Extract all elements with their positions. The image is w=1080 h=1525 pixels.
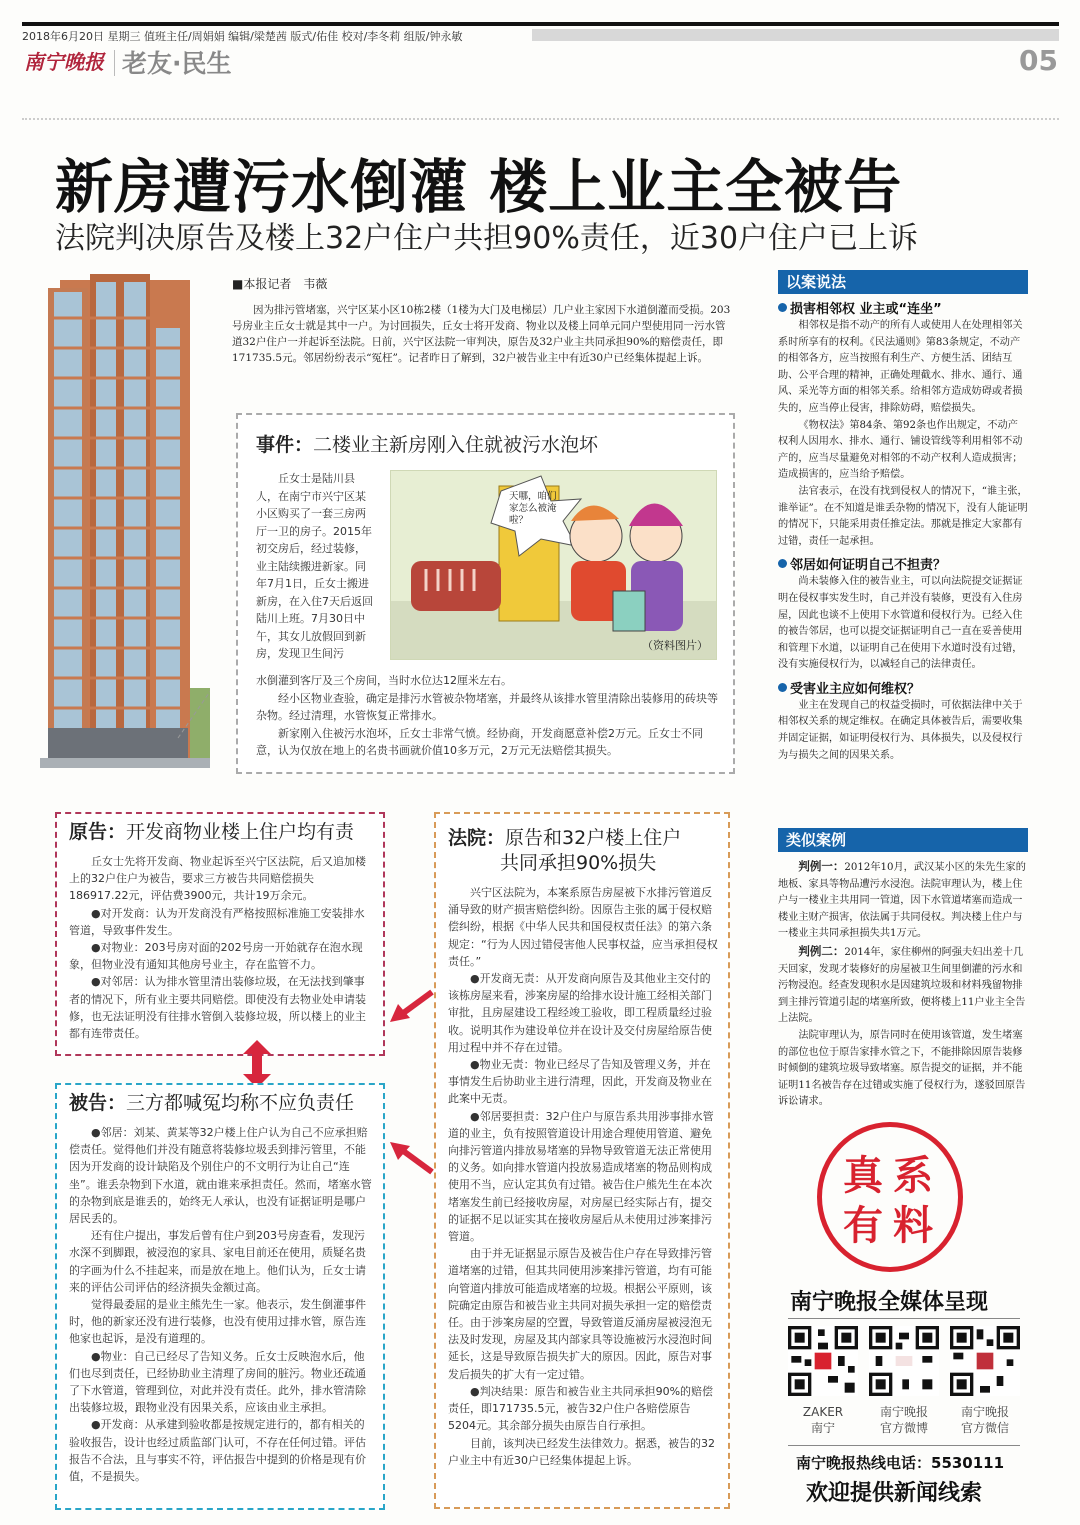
court-title-label: 法院： [448,827,506,849]
issue-meta-line: 2018年6月20日 星期三 值班主任/周娟娟 编辑/梁楚茜 版式/佑佳 校对/李冬莉 组版/钟永敏 [22,30,463,43]
law-paragraph: 尚未装修入住的被告业主，可以向法院提交证据证明在侵权事实发生时，自己并没有装修，更没有入住房屋，因此也谈不上使用下水管道和侵权行为。已经入住的被告邻居，也可以提交证据证明自己一直在妥善使用和管理下水道，以证明自己在使用下水道时没有过错，没有实施侵权行为，以减轻自己的法律责任。 [778,576,1023,671]
photo-caption: （资料图片） [642,639,708,652]
court-title-line2: 共同承担90%损失 [500,852,657,874]
plaintiff-title-label: 原告： [69,821,127,843]
plaintiff-paragraph: ●对邻居：认为排水管里清出装修垃圾，在无法找到肇事者的情况下，所有业主要共同赔偿。即使没有去物业处申请装修，也无法证明没有往排水管倒入装修垃圾，所以楼上的业主都有连带责任。 [69,975,366,1041]
page-number: 05 [1019,44,1058,77]
cartoon-illustration [390,470,717,660]
court-paragraph: 目前，该判决已经发生法律效力。据悉，被告的32户业主中有近30户已经集体提起上诉。 [448,1436,715,1467]
qr-label-wechat [948,1404,1022,1436]
qr-code-wechat[interactable] [950,1326,1020,1396]
media-title: 南宁晚报全媒体呈现 [790,1290,989,1315]
defendant-paragraph: 还有住户提出，事发后曾有住户到203号房查看，发现污水深不到脚跟，被浸泡的家具、家电目前还在使用，质疑名贵的字画为什么不挂起来，而是放在地上。他们认为，丘女士请来的评估公司评估的经济损失金额过高。 [69,1229,366,1294]
law-heading [778,298,1028,317]
event-title-label: 事件： [256,434,314,456]
defendant-title-text: 三方都喊冤均称不应负责任 [126,1092,355,1114]
law-paragraph: 相邻权是指不动产的所有人或使用人在处理相邻关系时所享有的权利。《民法通则》第83条规定，不动产的相邻各方，应当按照有利生产、方便生活、团结互助、公平合理的精神，正确处理截水、排水、通行、通风、采光等方面的相邻关系。给相邻方造成妨碍或者损失的，应当停止侵害，排除妨碍，赔偿损失。 [778,320,1023,414]
hotline-text: 南宁晚报热线电话：5530111 [796,1454,1005,1472]
law-paragraph: 法官表示，在没有找到侵权人的情况下，“谁主张，谁举证”。在不知道是谁丢杂物的情况下，没有人能证明的情况下，只能采用责任推定法。那就是推定大家都有过错，责任一起承担。 [778,485,1028,547]
defendant-paragraph: ●物业：自己已经尽了告知义务。丘女士反映泡水后，他们也尽到责任，已经协助业主清理了房间的脏污。物业还疏通了下水管道，管理到位，对此并没有责任。此外，排水管清除出装修垃圾，跟物业没有因果关系，应该由业主承担。 [69,1349,366,1415]
case-label: 判例一： [798,859,845,873]
stamp-char: 有 [843,1203,883,1249]
section-title: 老友·民生 [122,49,232,78]
law-heading [778,554,1028,573]
qr-label-line: ZAKER [802,1405,844,1419]
plaintiff-paragraph: ●对物业：203号房对面的202号房一开始就存在泡水现象，但物业没有通知其他房号业主，存在监管不力。 [69,941,363,972]
court-paragraph: ●物业无责：物业已经尽了告知及管理义务，并在事情发生后协助业主进行清理，因此，开发商及物业在此案中无责。 [448,1058,712,1106]
headline: 新房遭污水倒灌 楼上业主全被告 [55,153,903,221]
case-text: 法院审理认为，原告同时在使用该管道，发生堵塞的部位也位于原告家排水管之下，不能排除因原告装修时倾倒的建筑垃圾导致堵塞。原告提交的证据，并不能证明11名被告存在过错或实施了侵权行为，遂驳回原告诉讼请求。 [778,1029,1026,1108]
newspaper-logo: 南宁晚报 [24,50,104,74]
bullet-dot-icon [778,559,787,568]
arrow-to-plaintiff-icon [390,988,436,1024]
plaintiff-paragraph: ●对开发商：认为开发商没有严格按照标准施工安装排水管道，导致事件发生。 [69,906,365,937]
qr-code-weibo[interactable] [869,1326,939,1396]
case-text: 2012年10月，武汉某小区的朱先生家的地板、家具等物品遭污水浸泡。法院审理认为，楼上住户与一楼业主共用同一管道，因下水管道堵塞而造成一楼业主财产损害，依法属于共同侵权。判决楼上住户与一楼业主共同承担损失共1万元。 [778,862,1026,940]
qr-label-line: 官方微信 [960,1421,1009,1435]
law-section-header: 以案说法 [778,270,1028,294]
masthead-rule [22,22,1059,26]
arrow-to-defendant-icon [390,1140,436,1176]
stamp-char: 系 [893,1153,933,1199]
event-title [256,430,598,457]
stamp-char: 真 [843,1153,883,1199]
logo-divider [114,50,115,76]
case-item [778,943,1028,1028]
defendant-title [69,1091,373,1116]
court-paragraph: ●开发商无责：从开发商向原告及其他业主交付的该栋房屋来看，涉案房屋的给排水设计施工经相关部门审批，且房屋建设工程经竣工验收，即工程质量经过验收。说明其作为建设单位并在设计及交付房屋给原告使用过程中并不存在过错。 [448,972,712,1054]
law-paragraph: 业主在发现自己的权益受损时，可依据法律中关于相邻权关系的规定维权。在确定具体被告后，需要收集并固定证据，如证明侵权行为、具体损失，以及侵权行为与损失之间的因果关系。 [778,699,1023,761]
case-label: 判例二： [798,943,845,958]
qr-label-zaker [786,1404,860,1436]
header-divider [22,118,1059,120]
qr-label-line: 南宁 [810,1421,835,1435]
event-paragraph: 新家刚入住被污水泡坏，丘女士非常气愤。经协商，开发商愿意补偿2万元。丘女士不同意，认为仅放在地上的名贵书画就价值10多万元，2万元无法赔偿其损失。 [256,726,703,757]
bullet-dot-icon [778,303,787,312]
law-heading-text: 损害相邻权 业主或“连坐” [790,302,942,317]
defendant-title-label: 被告： [69,1092,127,1114]
law-heading-text: 邻居如何证明自己不担责？ [790,558,947,574]
plaintiff-box [55,812,385,1056]
case-item [778,858,1028,943]
qr-label-line: 南宁晚报 [879,1405,928,1419]
event-column-text: 丘女士是陆川县人，在南宁市兴宁区某小区购买了一套三房两厅一卫的房子。2015年初交房后，经过装修，业主陆续搬进新家。同年7月1日，丘女士搬进新房，在入住7天后返回陆川上班。7月30日中午，其女儿放假回到新房，发现卫生间污 [256,472,373,660]
stamp-logo [817,1122,961,1272]
cases-section-header: 类似案例 [778,828,1028,852]
stamp-ring [817,1122,963,1272]
court-title-line1: 原告和32户楼上住户 [505,827,682,849]
defendant-paragraph: ●开发商：从承建到验收都是按规定进行的，都有相关的验收报告，设计也经过质监部门认可，不存在任何过错。评估报告不合法，且与事实不符，评估报告中提到的价格是现有价值，不是损失。 [69,1418,366,1484]
court-body [448,884,718,1469]
qr-label-weibo [867,1404,941,1436]
defendant-box [55,1083,385,1510]
court-paragraph: 由于并无证据显示原告及被告住户存在导致排污管道堵塞的过错，但其共同使用涉案排污管道，均有可能向管道内排放可能造成堵塞的垃圾。根据公平原则，该院确定由原告和被告业主共同对损失承担一定的赔偿责任。由于涉案房屋的空置，导致管道反涌房屋被浸泡无法及时发现，房屋及其内部家具等设施被污水浸泡时间延长，这是导致原告损失扩大的原因。因此，原告对事发后损失的扩大有一定过错。 [448,1247,712,1381]
defendant-paragraph: ●邻居：刘某、黄某等32户楼上住户认为自己不应承担赔偿责任。觉得他们并没有随意将装修垃圾丢到排污管里，不能因为开发商的设计缺陷及个别住户的不文明行为让自己“连坐”。谁丢杂物到下水道，就由谁来承担责任。然而，堵塞水管的杂物到底是谁丢的，始终无人承认，也没有证据证明是哪户居民丢的。 [69,1126,372,1226]
defendant-paragraph: 觉得最委屈的是业主熊先生一家。他表示，发生倒灌事件时，他的新家还没有进行装修，也没有使用过排水管，原告连他家也起诉，是没有道理的。 [69,1298,366,1346]
law-paragraph: 《物权法》第84条、第92条也作出规定，不动产权利人因用水、排水、通行、铺设管线等利用相邻不动产的，应当尽量避免对相邻的不动产权利人造成损害；造成损害的，应当给予赔偿。 [778,419,1023,481]
plaintiff-title-text: 开发商物业楼上住户均有责 [126,821,355,843]
case-text: 2014年，家住柳州的阿强夫妇出差十几天回家，发现才装修好的房屋被卫生间里倒灌的污水和污物浸泡。经查发现积水是因建筑垃圾和材料残留物排到主排污管道引起的堵塞所致，便将楼上11户业主全告上法院。 [778,946,1026,1025]
promo-divider [788,1445,1020,1446]
sidebar-cases [778,828,1028,1111]
event-title-text: 二楼业主新房刚入住就被污水泡坏 [313,434,599,456]
event-body [256,672,721,760]
lead-paragraph: 因为排污管堵塞，兴宁区某小区10栋2楼（1楼为大门及电梯层）几户业主家因下水道倒灌而受损。203号房业主丘女士就是其中一户。为讨回损失，丘女士将开发商、物业以及楼上同单元同户型使用同一污水管道32户住户一并起诉至法院。日前，兴宁区法院一审判决，原告及32户业主共同承担90%的赔偿责任，即171735.5元。邻居纷纷表示“冤枉”。记者昨日了解到，32户被告业主中有近30户已经集体提起上诉。 [232,304,731,364]
plaintiff-body [69,853,373,1042]
plaintiff-title [69,820,373,845]
qr-label-line: 南宁晚报 [960,1405,1009,1419]
sidebar-law [778,270,1028,764]
defendant-body [69,1124,373,1485]
event-paragraph: 经小区物业查验，确定是排污水管被杂物堵塞，并最终从该排水管里清除出装修用的砖块等杂物。经过清理，水管恢复正常排水。 [256,691,718,722]
speech-bubble-text: 天哪，咱们家怎么被淹啦？ [509,491,557,526]
building-photo [40,268,210,780]
court-box [434,812,730,1509]
subheadline: 法院判决原告及楼上32户住户共担90%责任，近30户住户已上诉 [55,221,919,256]
qr-label-line: 官方微博 [879,1421,928,1435]
byline: ■本报记者 韦薇 [232,277,328,291]
qr-code-zaker[interactable] [788,1326,858,1396]
court-paragraph: 兴宁区法院为，本案系原告房屋被下水排污管道反涌导致的财产损害赔偿纠纷。因原告主张的属于侵权赔偿纠纷，根据《中华人民共和国侵权责任法》的第六条规定：“行为人因过错侵害他人民事权益，应当承担侵权责任。” [448,886,718,968]
masthead-gray-bar [532,29,1059,41]
plaintiff-paragraph: 丘女士先将开发商、物业起诉至兴宁区法院，后又追加楼上的32户住户为被告，要求三方被告共同赔偿损失186917.22元，评估费3900元，共计19万余元。 [69,855,366,903]
bullet-dot-icon [778,683,787,692]
case-item [778,1028,1028,1111]
promo-divider [788,1318,1020,1319]
welcome-tips-text: 欢迎提供新闻线索 [806,1481,983,1506]
court-paragraph: ●邻居要担责：32户住户与原告系共用涉事排水管道的业主，负有按照管道设计用途合理使用管道、避免向排污管道内排放易堵塞的异物导致管道无法正常使用的义务。如向排水管道内投放易造成堵塞的物品则构成使用不当，应认定其负有过错。被告住户熊先生在本次堵塞发生前已经接收房屋，对房屋已经实际占有，提交的证据不足以证实其在接收房屋后从未使用过涉案排污管道。 [448,1109,714,1244]
law-heading-text: 受害业主应如何维权？ [790,681,921,697]
event-paragraph: 水倒灌到客厅及三个房间，当时水位达12厘米左右。 [256,674,512,687]
law-heading [778,678,1028,697]
stamp-char: 料 [893,1203,933,1249]
court-title [448,826,718,876]
court-paragraph: ●判决结果：原告和被告业主共同承担90%的赔偿责任，即171735.5元，被告32户住户各赔偿原告5204元。其余部分损失由原告自行承担。 [448,1384,714,1433]
double-arrow-icon [243,1040,271,1088]
